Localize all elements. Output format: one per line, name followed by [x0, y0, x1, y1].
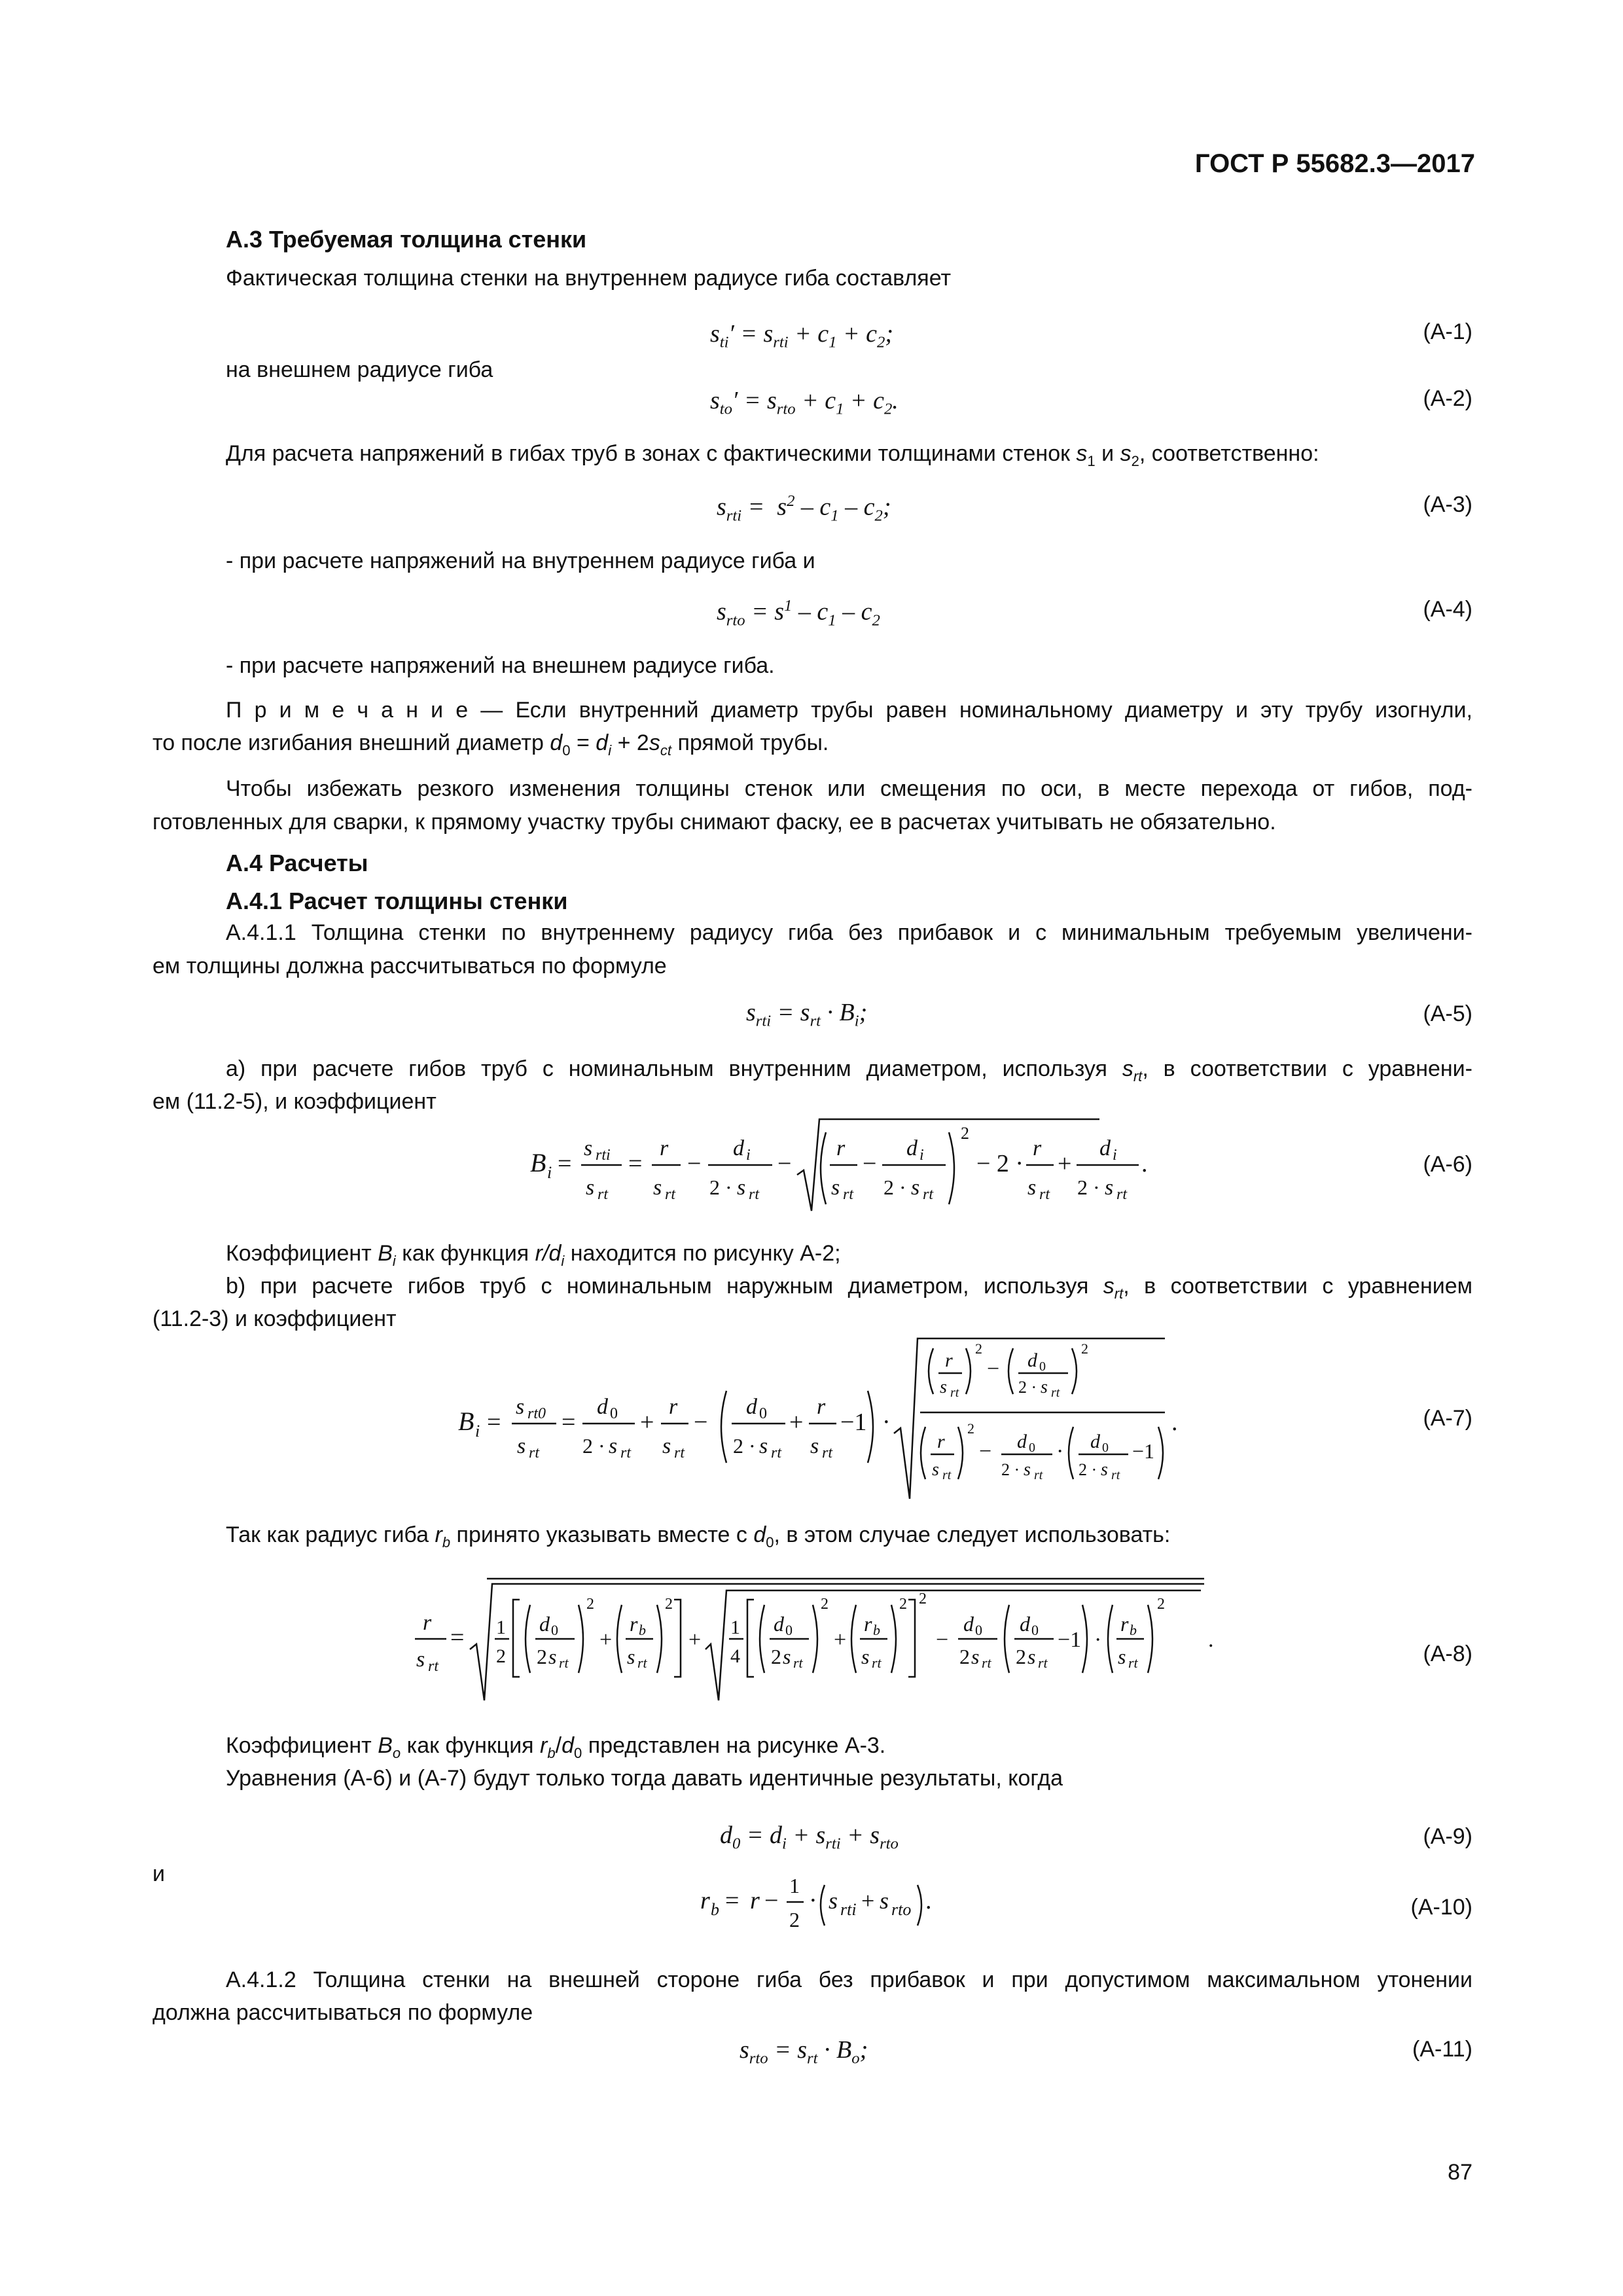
svg-text:−: −	[979, 1439, 992, 1463]
svg-text:rti: rti	[596, 1147, 611, 1164]
formula-a10	[694, 1865, 942, 1944]
svg-text:+: +	[834, 1628, 847, 1652]
svg-text:rt: rt	[1034, 1468, 1043, 1482]
svg-text:4: 4	[730, 1645, 740, 1667]
svg-text:d: d	[1020, 1612, 1030, 1636]
eqno-a6: (А-6)	[1423, 1152, 1472, 1177]
svg-text:s: s	[517, 1434, 526, 1458]
svg-text:=: =	[558, 1150, 572, 1177]
equations-same-text: Уравнения (А-6) и (А-7) будут только тогда давать идентичные результаты, когда	[226, 1766, 1063, 1791]
svg-text:r: r	[660, 1136, 669, 1160]
svg-text:2: 2	[1157, 1596, 1165, 1613]
svg-text:0: 0	[1039, 1359, 1046, 1374]
svg-text:r: r	[700, 1887, 710, 1914]
svg-text:rto: rto	[891, 1900, 912, 1919]
formula-a2: $s_{to}' = s_{rto} + c_1 + c_2$.	[710, 387, 899, 418]
a411-line-2: ем толщины должна рассчитываться по формуле	[152, 954, 667, 978]
note-text-1: — Если внутренний диаметр трубы равен номинальному диаметру и эту трубу изогнули,	[468, 698, 1472, 723]
svg-text:rt: rt	[1111, 1468, 1120, 1482]
svg-text:b: b	[639, 1622, 646, 1638]
svg-text:2 ·: 2 ·	[733, 1434, 756, 1458]
svg-text:rt: rt	[822, 1444, 833, 1462]
svg-text:s: s	[831, 1175, 840, 1200]
svg-text:2: 2	[975, 1340, 982, 1357]
outer-stress-text: - при расчете напряжений на внешнем радиусе гиба.	[226, 653, 775, 678]
svg-text:2 ·: 2 ·	[709, 1175, 732, 1199]
stress-calc-text: Для расчета напряжений в гибах труб в зонах с фактическими толщинами стенок $s_1$ и $s_2$, соответственно:	[226, 441, 1319, 469]
svg-text:2 ·: 2 ·	[1077, 1175, 1100, 1199]
svg-text:i: i	[746, 1147, 751, 1164]
svg-text:2 ·: 2 ·	[1079, 1460, 1097, 1479]
svg-text:+: +	[861, 1888, 875, 1914]
svg-text:s: s	[759, 1434, 768, 1458]
svg-text:=: =	[725, 1887, 740, 1914]
svg-text:i: i	[475, 1422, 480, 1441]
svg-text:d: d	[963, 1612, 974, 1636]
svg-text:rt: rt	[620, 1444, 632, 1462]
note-line-2: то после изгибания внешний диаметр $d_0 = d_i + 2s_{ct}$ прямой трубы.	[152, 730, 829, 759]
eqno-a3: (А-3)	[1423, 492, 1472, 517]
svg-text:=: =	[450, 1624, 465, 1651]
svg-text:2: 2	[1081, 1340, 1088, 1357]
svg-text:2: 2	[496, 1645, 506, 1667]
svg-text:rt: rt	[872, 1655, 882, 1671]
svg-text:s: s	[911, 1175, 920, 1200]
svg-text:rt: rt	[1116, 1186, 1128, 1203]
svg-text:r: r	[669, 1395, 678, 1419]
case-b-line-1: b) при расчете гибов труб с номинальным наружным диаметром, используя $s_{rt}$, в соответствии с уравнением	[226, 1274, 1472, 1302]
svg-text:s: s	[1041, 1377, 1048, 1397]
coef-bo-text: Коэффициент $B_o$ как функция $r_b/d_0$ представлен на рисунке А-3.	[226, 1733, 886, 1761]
svg-text:b: b	[873, 1622, 880, 1638]
svg-text:−: −	[694, 1408, 708, 1436]
svg-text:d: d	[906, 1136, 918, 1160]
eqno-a1: (А-1)	[1423, 319, 1472, 344]
svg-text:=: =	[562, 1408, 576, 1436]
a411-line-1: А.4.1.1 Толщина стенки по внутреннему радиусу гиба без прибавок и с минимальным требуемым увеличени-	[226, 920, 1472, 945]
svg-text:rt: rt	[923, 1186, 934, 1203]
svg-text:1: 1	[496, 1617, 506, 1638]
svg-text:rt: rt	[674, 1444, 685, 1462]
svg-text:·: ·	[1094, 1628, 1102, 1652]
svg-text:r: r	[945, 1350, 953, 1371]
svg-text:s: s	[1027, 1645, 1036, 1668]
note-label: П р и м е ч а н и е	[226, 698, 469, 723]
svg-text:b: b	[711, 1900, 719, 1919]
svg-text:0: 0	[1029, 1441, 1035, 1455]
svg-text:d: d	[733, 1136, 744, 1160]
since-rb-text: Так как радиус гиба $r_b$ принято указывать вместе с $d_0$, в этом случае следует использовать:	[226, 1522, 1171, 1551]
svg-text:rt: rt	[771, 1444, 782, 1462]
section-a3-title: А.3 Требуемая толщина стенки	[226, 226, 587, 253]
svg-text:0: 0	[1031, 1622, 1039, 1638]
svg-text:·: ·	[809, 1887, 817, 1914]
formula-a5: $s_{rti} = s_{rt} \cdot B_i$;	[746, 999, 868, 1030]
svg-text:1: 1	[789, 1874, 800, 1897]
svg-text:s: s	[1027, 1175, 1037, 1200]
eqno-a5: (А-5)	[1423, 1001, 1472, 1026]
svg-text:2 ·: 2 ·	[1018, 1378, 1037, 1397]
svg-text:s: s	[1118, 1645, 1126, 1668]
svg-text:.: .	[1208, 1628, 1214, 1652]
svg-text:s: s	[880, 1888, 889, 1914]
svg-text:s: s	[627, 1645, 635, 1668]
svg-text:.: .	[1171, 1408, 1178, 1436]
section-a41-title: А.4.1 Расчет толщины стенки	[226, 888, 568, 914]
svg-text:2: 2	[899, 1596, 907, 1613]
svg-text:d: d	[1099, 1136, 1111, 1160]
svg-text:rt: rt	[982, 1655, 991, 1671]
svg-text:s: s	[609, 1434, 618, 1458]
formula-a4: $s_{rto} = s^1 - c_1 - c_2$	[717, 597, 880, 630]
svg-text:=: =	[487, 1408, 501, 1436]
svg-text:r: r	[817, 1395, 826, 1419]
formula-a11: $s_{rto} = s_{rt} \cdot B_o$;	[740, 2036, 868, 2068]
svg-text:− 2 ·: − 2 ·	[976, 1150, 1024, 1177]
svg-text:rt: rt	[529, 1444, 540, 1462]
formula-a3: $s_{rti} = s^2 - c_1 - c_2$;	[717, 492, 891, 525]
svg-text:+: +	[640, 1408, 654, 1436]
eqno-a8: (А-8)	[1423, 1641, 1472, 1666]
svg-text:r: r	[750, 1887, 760, 1914]
svg-text:d: d	[1017, 1431, 1027, 1452]
svg-text:−: −	[987, 1357, 1000, 1381]
svg-text:r: r	[1120, 1612, 1129, 1636]
svg-text:i: i	[547, 1163, 552, 1182]
svg-text:B: B	[458, 1407, 474, 1436]
svg-text:s: s	[829, 1888, 838, 1914]
svg-text:−1: −1	[1132, 1439, 1155, 1463]
svg-text:−: −	[936, 1628, 949, 1652]
svg-text:s: s	[940, 1377, 947, 1397]
svg-text:rt: rt	[637, 1655, 647, 1671]
svg-text:−1: −1	[1058, 1628, 1082, 1652]
svg-text:s: s	[783, 1645, 791, 1668]
svg-text:.: .	[1141, 1150, 1148, 1177]
svg-text:0: 0	[551, 1622, 558, 1638]
svg-text:+: +	[688, 1628, 702, 1652]
bevel-line-2: готовленных для сварки, к прямому участку трубы снимают фаску, ее в расчетах учитывать не обязательно.	[152, 810, 1276, 834]
svg-text:s: s	[932, 1460, 939, 1480]
svg-text:d: d	[746, 1395, 757, 1419]
svg-text:0: 0	[1102, 1441, 1109, 1455]
svg-text:rt: rt	[665, 1186, 676, 1203]
svg-text:−: −	[777, 1150, 792, 1177]
svg-text:s: s	[1105, 1175, 1114, 1200]
svg-text:2: 2	[789, 1908, 800, 1931]
svg-text:d: d	[1027, 1350, 1037, 1371]
svg-text:B: B	[530, 1148, 546, 1177]
svg-text:−: −	[764, 1887, 779, 1914]
svg-text:r: r	[836, 1136, 846, 1160]
svg-text:2: 2	[959, 1645, 970, 1668]
page-number: 87	[1448, 2160, 1472, 2185]
case-a-line-1: а) при расчете гибов труб с номинальным внутренним диаметром, используя $s_{rt}$, в соответствии с уравнени-	[226, 1056, 1472, 1085]
svg-text:s: s	[971, 1645, 980, 1668]
eqno-a9: (А-9)	[1423, 1824, 1472, 1849]
svg-text:d: d	[774, 1612, 784, 1636]
formula-a7	[452, 1335, 1185, 1505]
svg-text:rt: rt	[942, 1468, 952, 1482]
svg-text:0: 0	[975, 1622, 982, 1638]
svg-text:1: 1	[730, 1617, 740, 1638]
svg-text:2 ·: 2 ·	[1001, 1460, 1020, 1479]
svg-text:·: ·	[1056, 1439, 1064, 1463]
svg-text:rt0: rt0	[527, 1405, 546, 1422]
a412-line-1: А.4.1.2 Толщина стенки на внешней стороне гиба без прибавок и при допустимом максимальном утонении	[226, 1967, 1472, 1992]
svg-text:rt: rt	[559, 1655, 569, 1671]
svg-text:d: d	[1090, 1431, 1100, 1452]
svg-text:s: s	[1024, 1460, 1031, 1480]
svg-text:−1: −1	[840, 1408, 867, 1436]
svg-text:rt: rt	[597, 1186, 609, 1203]
eqno-a10: (А-10)	[1410, 1895, 1472, 1920]
svg-text:2: 2	[1016, 1645, 1026, 1668]
svg-text:d: d	[597, 1395, 608, 1419]
svg-text:·: ·	[882, 1408, 891, 1436]
svg-text:r: r	[937, 1431, 945, 1452]
outer-radius-label: на внешнем радиусе гиба	[226, 357, 493, 382]
standard-header: ГОСТ Р 55682.3—2017	[1194, 149, 1475, 178]
svg-text:0: 0	[759, 1405, 767, 1422]
svg-text:rt: rt	[1038, 1655, 1048, 1671]
svg-text:rt: rt	[749, 1186, 760, 1203]
a412-line-2: должна рассчитываться по формуле	[152, 2000, 533, 2025]
svg-text:2: 2	[665, 1596, 673, 1613]
svg-text:s: s	[662, 1434, 671, 1458]
svg-text:=: =	[628, 1150, 643, 1177]
svg-text:−: −	[863, 1150, 877, 1177]
eqno-a2: (А-2)	[1423, 386, 1472, 411]
svg-text:2: 2	[537, 1645, 547, 1668]
svg-text:d: d	[539, 1612, 550, 1636]
svg-text:2: 2	[771, 1645, 781, 1668]
note-line-1	[226, 694, 1472, 727]
svg-text:2: 2	[961, 1124, 969, 1143]
svg-text:b: b	[1130, 1622, 1137, 1638]
formula-a6	[524, 1113, 1152, 1217]
svg-text:r: r	[630, 1612, 638, 1636]
svg-text:s: s	[861, 1645, 870, 1668]
svg-text:s: s	[810, 1434, 819, 1458]
formula-a9: $d_0 = d_i + s_{rti} + s_{rto}$	[720, 1821, 899, 1853]
svg-text:s: s	[548, 1645, 557, 1668]
eqno-a4: (А-4)	[1423, 597, 1472, 622]
svg-text:rt: rt	[1051, 1386, 1060, 1400]
section-a4-title: А.4 Расчеты	[226, 850, 368, 876]
svg-text:s: s	[1101, 1460, 1108, 1480]
svg-text:rt: rt	[843, 1186, 854, 1203]
svg-text:rt: rt	[950, 1386, 959, 1400]
svg-text:rt: rt	[793, 1655, 803, 1671]
svg-text:rti: rti	[840, 1900, 857, 1919]
svg-text:i: i	[1113, 1147, 1117, 1164]
eqno-a11: (А-11)	[1412, 2037, 1472, 2062]
svg-text:r: r	[864, 1612, 872, 1636]
inner-stress-text: - при расчете напряжений на внутреннем радиусе гиба и	[226, 548, 815, 573]
svg-text:s: s	[584, 1136, 593, 1160]
svg-text:s: s	[586, 1175, 595, 1200]
svg-text:2 ·: 2 ·	[582, 1434, 605, 1458]
svg-text:0: 0	[610, 1405, 618, 1422]
formula-a1: $s_{ti}' = s_{rti} + c_1 + c_2$;	[710, 320, 893, 351]
case-b-line-2: (11.2-3) и коэффициент	[152, 1306, 397, 1331]
svg-text:r: r	[1033, 1136, 1042, 1160]
a3-intro: Фактическая толщина стенки на внутреннем радиусе гиба составляет	[226, 266, 952, 291]
svg-text:0: 0	[785, 1622, 793, 1638]
svg-text:2: 2	[586, 1596, 594, 1613]
case-a-line-2: ем (11.2-5), и коэффициент	[152, 1089, 437, 1114]
svg-text:s: s	[416, 1647, 425, 1672]
svg-text:r: r	[423, 1611, 432, 1635]
svg-text:rt: rt	[1128, 1655, 1138, 1671]
svg-text:s: s	[516, 1395, 525, 1419]
svg-text:s: s	[653, 1175, 662, 1200]
svg-text:2: 2	[967, 1420, 974, 1437]
and-text: и	[152, 1861, 165, 1886]
coef-bi-text: Коэффициент $B_i$ как функция $r/d_i$ находится по рисунку А-2;	[226, 1241, 841, 1269]
svg-text:2 ·: 2 ·	[883, 1175, 906, 1199]
svg-text:rt: rt	[1039, 1186, 1050, 1203]
svg-text:+: +	[1058, 1150, 1072, 1177]
svg-text:2: 2	[919, 1590, 927, 1607]
svg-text:2: 2	[821, 1596, 829, 1613]
svg-text:−: −	[687, 1150, 702, 1177]
svg-text:s: s	[737, 1175, 746, 1200]
bevel-line-1: Чтобы избежать резкого изменения толщины стенок или смещения по оси, в месте перехода от гибов, под-	[226, 776, 1472, 801]
svg-text:+: +	[789, 1408, 804, 1436]
svg-text:+: +	[599, 1628, 613, 1652]
svg-text:rt: rt	[428, 1658, 439, 1675]
svg-text:i: i	[919, 1147, 924, 1164]
svg-text:.: .	[925, 1887, 932, 1914]
formula-a8	[406, 1571, 1224, 1702]
eqno-a7: (А-7)	[1423, 1406, 1472, 1431]
